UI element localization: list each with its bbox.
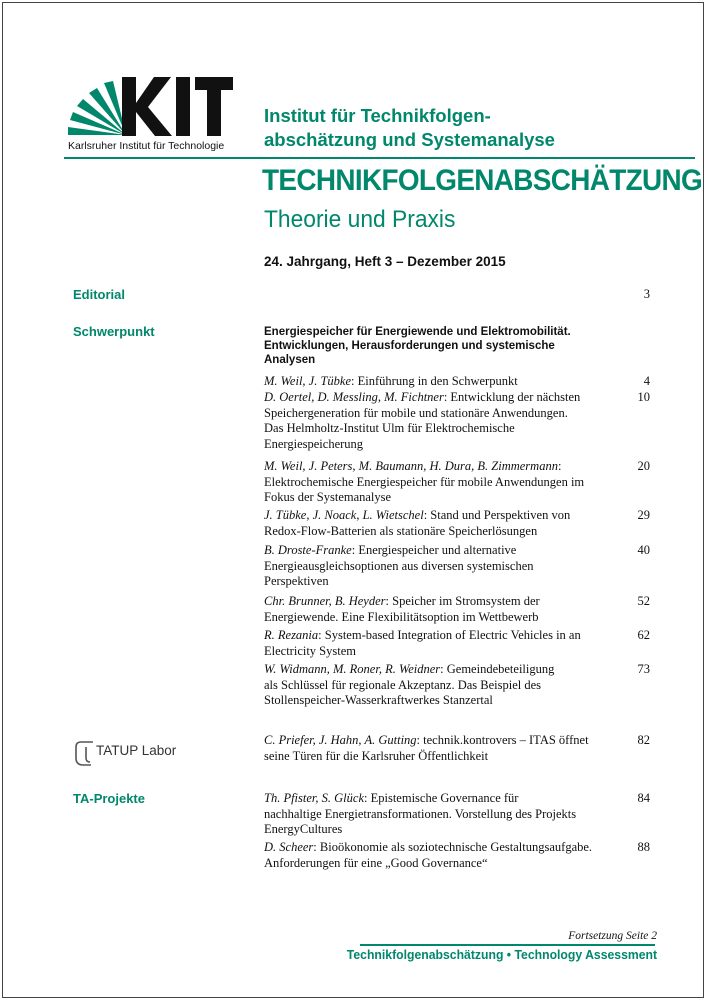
entry-authors: C. Priefer, J. Hahn, A. Gutting: [264, 733, 417, 747]
entry-authors: Th. Pfister, S. Glück: [264, 791, 364, 805]
schwerpunkt-heading: Energiespeicher für Energiewende und Elektromobilität. Entwicklungen, Herausforderungen und systemische Analysen: [264, 326, 571, 366]
entry-authors: M. Weil, J. Peters, M. Baumann, H. Dura, B. Zimmermann: [264, 459, 558, 473]
page-number: 10: [637, 390, 650, 404]
institute-name: Institut für Technikfolgen- abschätzung und Systemanalyse: [264, 105, 555, 150]
entry-authors: R. Rezania: [264, 628, 319, 642]
page-number: 4: [643, 374, 650, 388]
toc-entry: M. Weil, J. Tübke: Einführung in den Schwerpunkt: [264, 374, 518, 388]
section-tatup-labor: TATUP Labor: [96, 743, 177, 758]
journal-subtitle: Theorie und Praxis: [264, 206, 456, 233]
journal-title: TECHNIKFOLGENABSCHÄTZUNG: [262, 164, 703, 197]
page-number: 62: [637, 628, 650, 642]
page-number: 82: [637, 733, 650, 747]
toc-entry: R. Rezania: System-based Integration of Electric Vehicles in an Electricity System: [264, 628, 581, 658]
toc-entry: J. Tübke, J. Noack, L. Wietschel: Stand und Perspektiven von Redox-Flow-Batterien als stationäre Speicherlösungen: [264, 508, 571, 538]
section-editorial: Editorial: [73, 287, 126, 302]
entry-authors: D. Oertel, D. Messling, M. Fichtner: [264, 390, 444, 404]
toc-entry: B. Droste-Franke: Energiespeicher und alternative Energieausgleichsoptionen aus diversen systemischen Perspektiven: [264, 543, 534, 589]
page-number: 73: [637, 662, 650, 676]
toc-entry: D. Oertel, D. Messling, M. Fichtner: Entwicklung der nächsten Speichergeneration für mobile und stationäre Anwendungen. Das Helmholtz-Institut Ulm für Elektrochemische Energiespeicherung: [264, 390, 581, 452]
page-number: 84: [637, 791, 650, 805]
toc-entry: Chr. Brunner, B. Heyder: Speicher im Stromsystem der Energiewende. Eine Flexibilitätsoption im Wettbewerb: [264, 594, 540, 624]
entry-authors: M. Weil, J. Tübke: [264, 374, 352, 388]
section-schwerpunkt: Schwerpunkt: [73, 324, 155, 339]
toc-entry: C. Priefer, J. Hahn, A. Gutting: technik.kontrovers – ITAS öffnet seine Türen für die Karlsruher Öffentlichkeit: [264, 733, 589, 763]
entry-authors: D. Scheer: [264, 840, 314, 854]
toc-entry: Th. Pfister, S. Glück: Epistemische Governance für nachhaltige Energietransformationen. Vorstellung des Projekts EnergyCultures: [264, 791, 577, 837]
footer-rule: [360, 944, 655, 946]
entry-authors: W. Widmann, M. Roner, R. Weidner: [264, 662, 441, 676]
page-number: 88: [637, 840, 650, 854]
toc-entry: W. Widmann, M. Roner, R. Weidner: Gemeindebeteiligung als Schlüssel für regionale Akzeptanz. Das Beispiel des Stollenspeicher-Wasserkraftwerkes Stanzertal: [264, 662, 555, 708]
page-number: 29: [637, 508, 650, 522]
toc-entry: M. Weil, J. Peters, M. Baumann, H. Dura, B. Zimmermann: Elektrochemische Energiespeicher für mobile Anwendungen im Fokus der Systemanalyse: [264, 459, 585, 505]
section-ta-projekte: TA-Projekte: [73, 791, 145, 806]
logo-caption: Karlsruher Institut für Technologie: [68, 140, 225, 152]
entry-authors: J. Tübke, J. Noack, L. Wietschel: [264, 508, 424, 522]
toc-entry: D. Scheer: Bioökonomie als soziotechnische Gestaltungsaufgabe. Anforderungen für eine „Good Governance“: [264, 840, 593, 870]
page-number: 40: [637, 543, 650, 557]
page-number: 52: [637, 594, 650, 608]
entry-authors: Chr. Brunner, B. Heyder: [264, 594, 386, 608]
continued-note: Fortsetzung Seite 2: [568, 930, 657, 942]
page-number: 3: [643, 287, 650, 301]
issue-info: 24. Jahrgang, Heft 3 – Dezember 2015: [264, 254, 506, 269]
page-number: 20: [637, 459, 650, 473]
entry-authors: B. Droste-Franke: [264, 543, 352, 557]
footer-journal: Technikfolgenabschätzung • Technology Assessment: [346, 947, 657, 962]
header-rule: [64, 157, 695, 159]
